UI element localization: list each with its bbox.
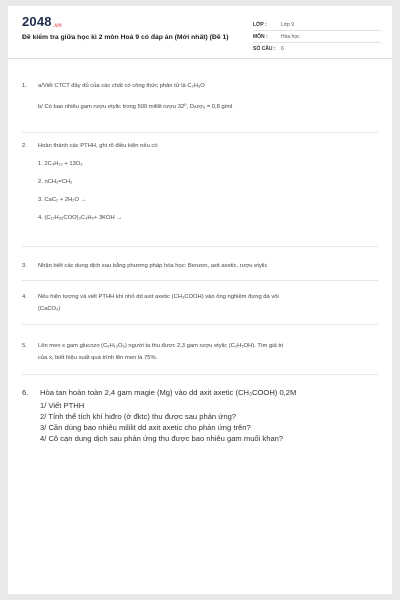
question-line: của x, biết hiệu suất quá trình lên men là 75%.	[38, 355, 158, 361]
question-number: 4.	[22, 294, 27, 300]
question-line: b/ Có bao nhiêu gam rượu etylic trong 500 mililit rượu 32⁰, Dᵣượᵤ = 0,8 g/ml	[38, 104, 233, 110]
document-header	[8, 6, 392, 59]
meta-value: Hóa học	[281, 33, 300, 40]
question-number: 5.	[22, 343, 27, 349]
question-number: 2.	[22, 143, 27, 149]
question-line: Nêu hiện tượng và viết PTHH khi nhỏ dd axit axetic (CH₃COOH) vào ống nghiệm đựng đá vôi	[38, 294, 279, 300]
question-line: 4/ Cô cạn dung dịch sau phản ứng thu được bao nhiêu gam muối khan?	[40, 434, 284, 443]
meta-value: Lớp 9	[281, 21, 295, 28]
meta-value: 6	[281, 45, 284, 52]
question-5	[22, 342, 372, 362]
logo-main-text: 2048	[22, 14, 52, 29]
meta-label: SỐ CÂU :	[253, 45, 276, 52]
divider	[22, 280, 378, 281]
divider	[22, 246, 378, 247]
divider	[22, 132, 378, 133]
question-3	[22, 262, 372, 270]
site-logo[interactable]	[22, 14, 62, 29]
meta-row-count	[253, 43, 381, 54]
meta-label: MÔN :	[253, 33, 268, 40]
logo-sub-text: .vn	[52, 23, 63, 29]
question-line: a/Viết CTCT đầy đủ của các chất có công thức phân tử là C₂H₆O	[38, 83, 205, 89]
document-title: Đề kiểm tra giữa học kì 2 môn Hoá 9 có đáp án (Mới nhất) (Đề 1)	[22, 34, 229, 41]
question-line: 1. 2C₄H₁₀ + 13O₂	[38, 161, 83, 167]
question-line: Lên men x gam glucozo (C₆H₁₂O₆) người ta thu được 2,3 gam rượu etylic (C₂H₅OH). Tìm giá trị	[38, 343, 284, 349]
question-6	[22, 387, 372, 444]
divider	[22, 374, 378, 375]
question-line: 2/ Tính thể tích khí hiđro (ở đktc) thu được sau phản ứng?	[40, 412, 237, 421]
meta-label: LỚP :	[253, 21, 267, 28]
question-number: 6.	[22, 388, 29, 397]
document-page	[8, 6, 392, 594]
question-line: 3/ Cần dùng bao nhiêu mililit dd axit axetic cho phản ứng trên?	[40, 423, 251, 432]
question-number: 3.	[22, 263, 27, 269]
question-1	[22, 82, 372, 111]
question-line: 1/ Viết PTHH	[40, 401, 85, 410]
question-line: 4. (C₁₇H₃₅COO)₃C₃H₅+ 3KOH →	[38, 215, 123, 221]
question-line: (CaCO₃)	[38, 306, 61, 312]
question-line: Nhận biết các dung dịch sau bằng phương pháp hóa học: Benzen, axit axetic, rượu etylic	[38, 263, 268, 269]
question-line: 3. CaC₂ + 2H₂O →	[38, 197, 87, 203]
question-line: 2. nCH₂=CH₂	[38, 179, 73, 185]
question-line: Hòa tan hoàn toàn 2,4 gam magie (Mg) vào dd axit axetic (CH₃COOH) 0,2M	[40, 388, 297, 397]
document-meta	[253, 19, 381, 54]
meta-row-class	[253, 19, 381, 31]
question-line: Hoàn thành các PTHH, ghi rõ điều kiện nếu có	[38, 143, 158, 149]
meta-row-subject	[253, 31, 381, 43]
divider	[22, 324, 378, 325]
question-4	[22, 293, 372, 313]
question-2	[22, 142, 372, 222]
question-number: 1.	[22, 83, 27, 89]
